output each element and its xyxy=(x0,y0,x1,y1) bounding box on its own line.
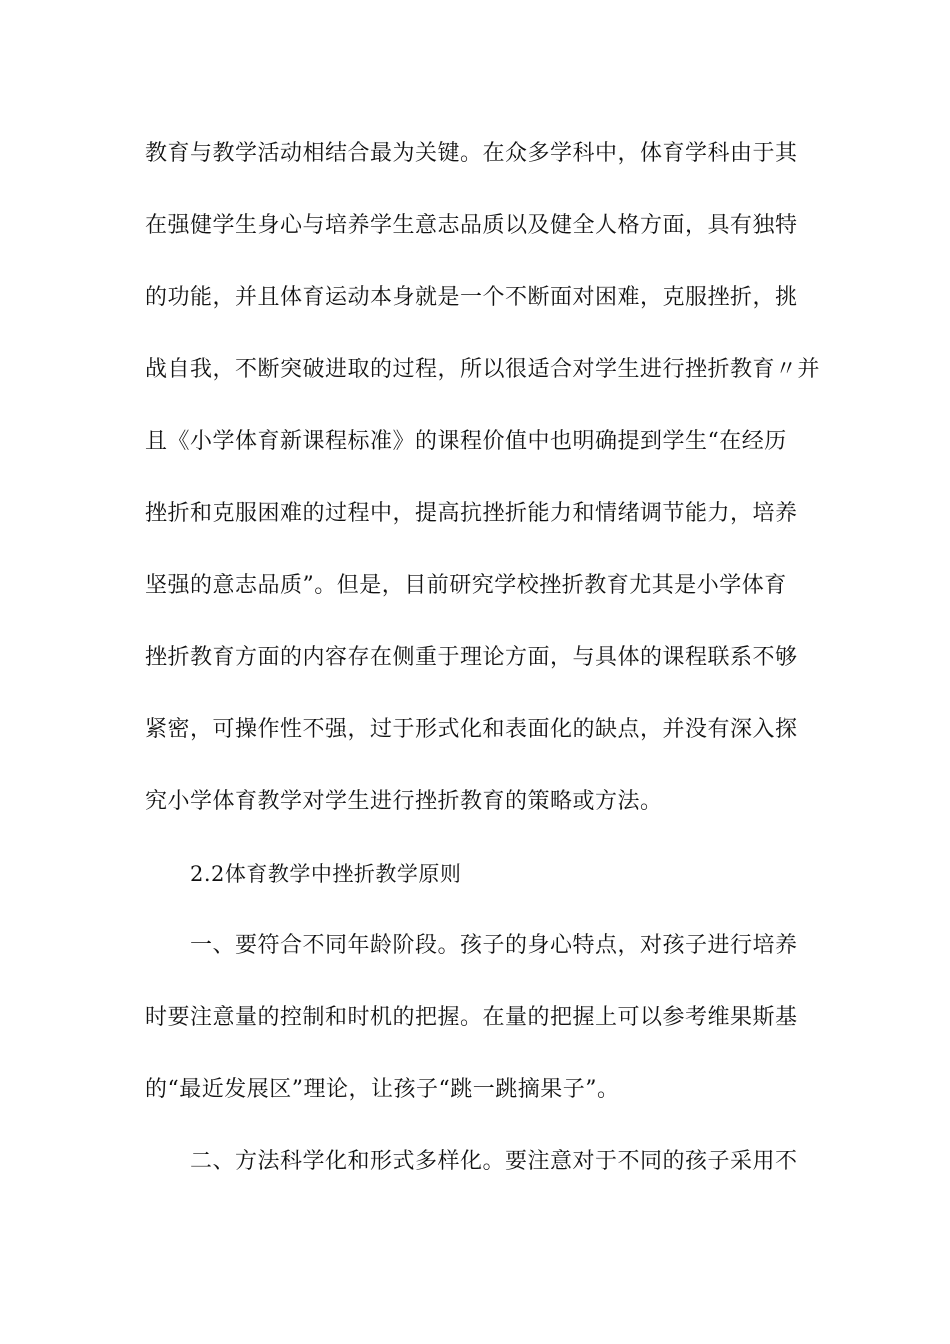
body-text-line: 的功能，并且体育运动本身就是一个不断面对困难，克服挫折，挑 xyxy=(145,285,798,310)
body-text-line: 究小学体育教学对学生进行挫折教育的策略或方法。 xyxy=(145,789,663,814)
body-text-line: 教育与教学活动相结合最为关键。在众多学科中，体育学科由于其 xyxy=(145,141,798,166)
body-text-line: 挫折教育方面的内容存在侧重于理论方面，与具体的课程联系不够 xyxy=(145,645,798,670)
body-text-line: 战自我，不断突破进取的过程，所以很适合对学生进行挫折教育〃并 xyxy=(145,357,821,382)
principle-one-line: 时要注意量的控制和时机的把握。在量的把握上可以参考维果斯基 xyxy=(145,1005,798,1030)
body-text-line: 且《小学体育新课程标准》的课程价值中也明确提到学生“在经历 xyxy=(145,429,787,454)
section-heading: 2.2体育教学中挫折教学原则 xyxy=(190,862,462,886)
body-text-line: 挫折和克服困难的过程中，提高抗挫折能力和情绪调节能力，培养 xyxy=(145,501,798,526)
body-text-line: 在强健学生身心与培养学生意志品质以及健全人格方面，具有独特 xyxy=(145,213,798,238)
body-text-line: 坚强的意志品质”。但是，目前研究学校挫折教育尤其是小学体育 xyxy=(145,573,787,598)
body-text-line: 紧密，可操作性不强，过于形式化和表面化的缺点，并没有深入探 xyxy=(145,717,798,742)
principle-two-first-line: 二、方法科学化和形式多样化。要注意对于不同的孩子采用不 xyxy=(190,1149,798,1174)
principle-one-first-line: 一、要符合不同年龄阶段。孩子的身心特点，对孩子进行培养 xyxy=(190,933,798,958)
principle-one-line: 的“最近发展区”理论，让孩子“跳一跳摘果子”。 xyxy=(145,1077,620,1102)
